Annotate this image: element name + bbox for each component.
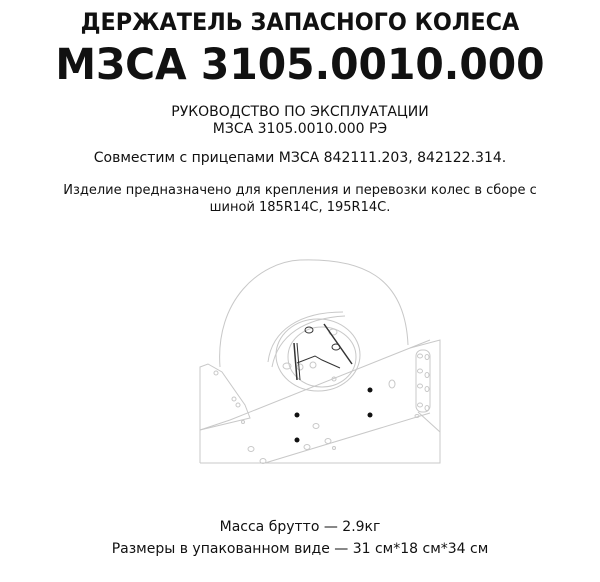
- compatibility-text: Совместим с прицепами МЗСА 842111.203, 842122.314.: [93, 150, 507, 166]
- purpose-text-line1: Изделие предназначено для крепления и перевозки колес в сборе с: [63, 183, 537, 198]
- gross-mass: Масса брутто — 2.9кг: [219, 519, 381, 535]
- document-code: МЗСА 3105.0010.000 РЭ: [212, 121, 388, 137]
- bolt-hole: [368, 413, 373, 418]
- product-title: ДЕРЖАТЕЛЬ ЗАПАСНОГО КОЛЕСА: [80, 8, 520, 36]
- package-dimensions: Размеры в упакованном виде — 31 см*18 см*34 см: [111, 541, 489, 557]
- spare-wheel-holder-illustration: [190, 250, 460, 470]
- product-model: МЗСА 3105.0010.000: [55, 40, 545, 90]
- bolt-hole: [368, 388, 373, 393]
- purpose-text-line2: шиной 185R14C, 195R14C.: [209, 200, 391, 215]
- manual-heading: РУКОВОДСТВО ПО ЭКСПЛУАТАЦИИ: [171, 104, 429, 120]
- bolt-hole: [295, 413, 300, 418]
- bolt-hole: [295, 438, 300, 443]
- tire-inner-arc: [268, 312, 343, 362]
- wheel-rim: [276, 319, 360, 391]
- frame-left-plate: [200, 364, 250, 463]
- tire-outline: [220, 260, 408, 367]
